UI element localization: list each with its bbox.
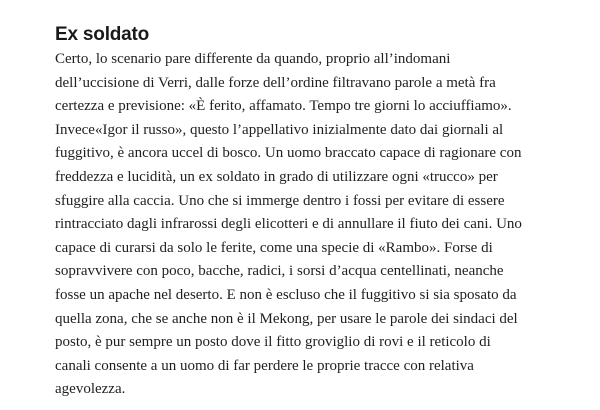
- article: [55, 24, 575, 402]
- body-line: fuggitivo, è ancora uccel di bosco. Un uomo braccato capace di ragionare con: [55, 145, 522, 162]
- body-line: canali consente a un uomo di far perdere le proprie tracce con relativa: [55, 357, 474, 374]
- body-line: posto, è pur sempre un posto dove il fitto groviglio di rovi e il reticolo di: [55, 334, 491, 351]
- body-line: dell’uccisione di Verri, dalle forze dell’ordine filtravano parole a metà fra: [55, 74, 496, 91]
- article-title: Ex soldato: [55, 24, 150, 45]
- body-line: sopravvivere con poco, bacche, radici, i sorsi d’acqua centellinati, neanche: [55, 263, 504, 280]
- body-line: agevolezza.: [55, 381, 126, 398]
- body-line: quella zona, che se anche non è il Mekong, per usare le parole dei sindaci del: [55, 310, 518, 327]
- body-line: rintracciato dagli infrarossi degli elicotteri e di annullare il fiuto dei cani. Uno: [55, 216, 522, 233]
- body-line: freddezza e lucidità, un ex soldato in grado di utilizzare ogni «trucco» per: [55, 168, 498, 185]
- article-body: [55, 48, 575, 402]
- body-line: capace di curarsi da solo le ferite, come una specie di «Rambo». Forse di: [55, 239, 493, 256]
- body-line: sfuggire alla caccia. Uno che si immerge dentro i fossi per evitare di essere: [55, 192, 505, 209]
- body-line: certezza e previsione: «È ferito, affamato. Tempo tre giorni lo acciuffiamo».: [55, 98, 512, 115]
- body-line: fosse un apache nel deserto. E non è escluso che il fuggitivo si sia sposato da: [55, 286, 517, 303]
- body-line: Certo, lo scenario pare differente da quando, proprio all’indomani: [55, 51, 451, 67]
- body-line: Invece«Igor il russo», questo l’appellativo inizialmente dato dai giornali al: [55, 121, 504, 138]
